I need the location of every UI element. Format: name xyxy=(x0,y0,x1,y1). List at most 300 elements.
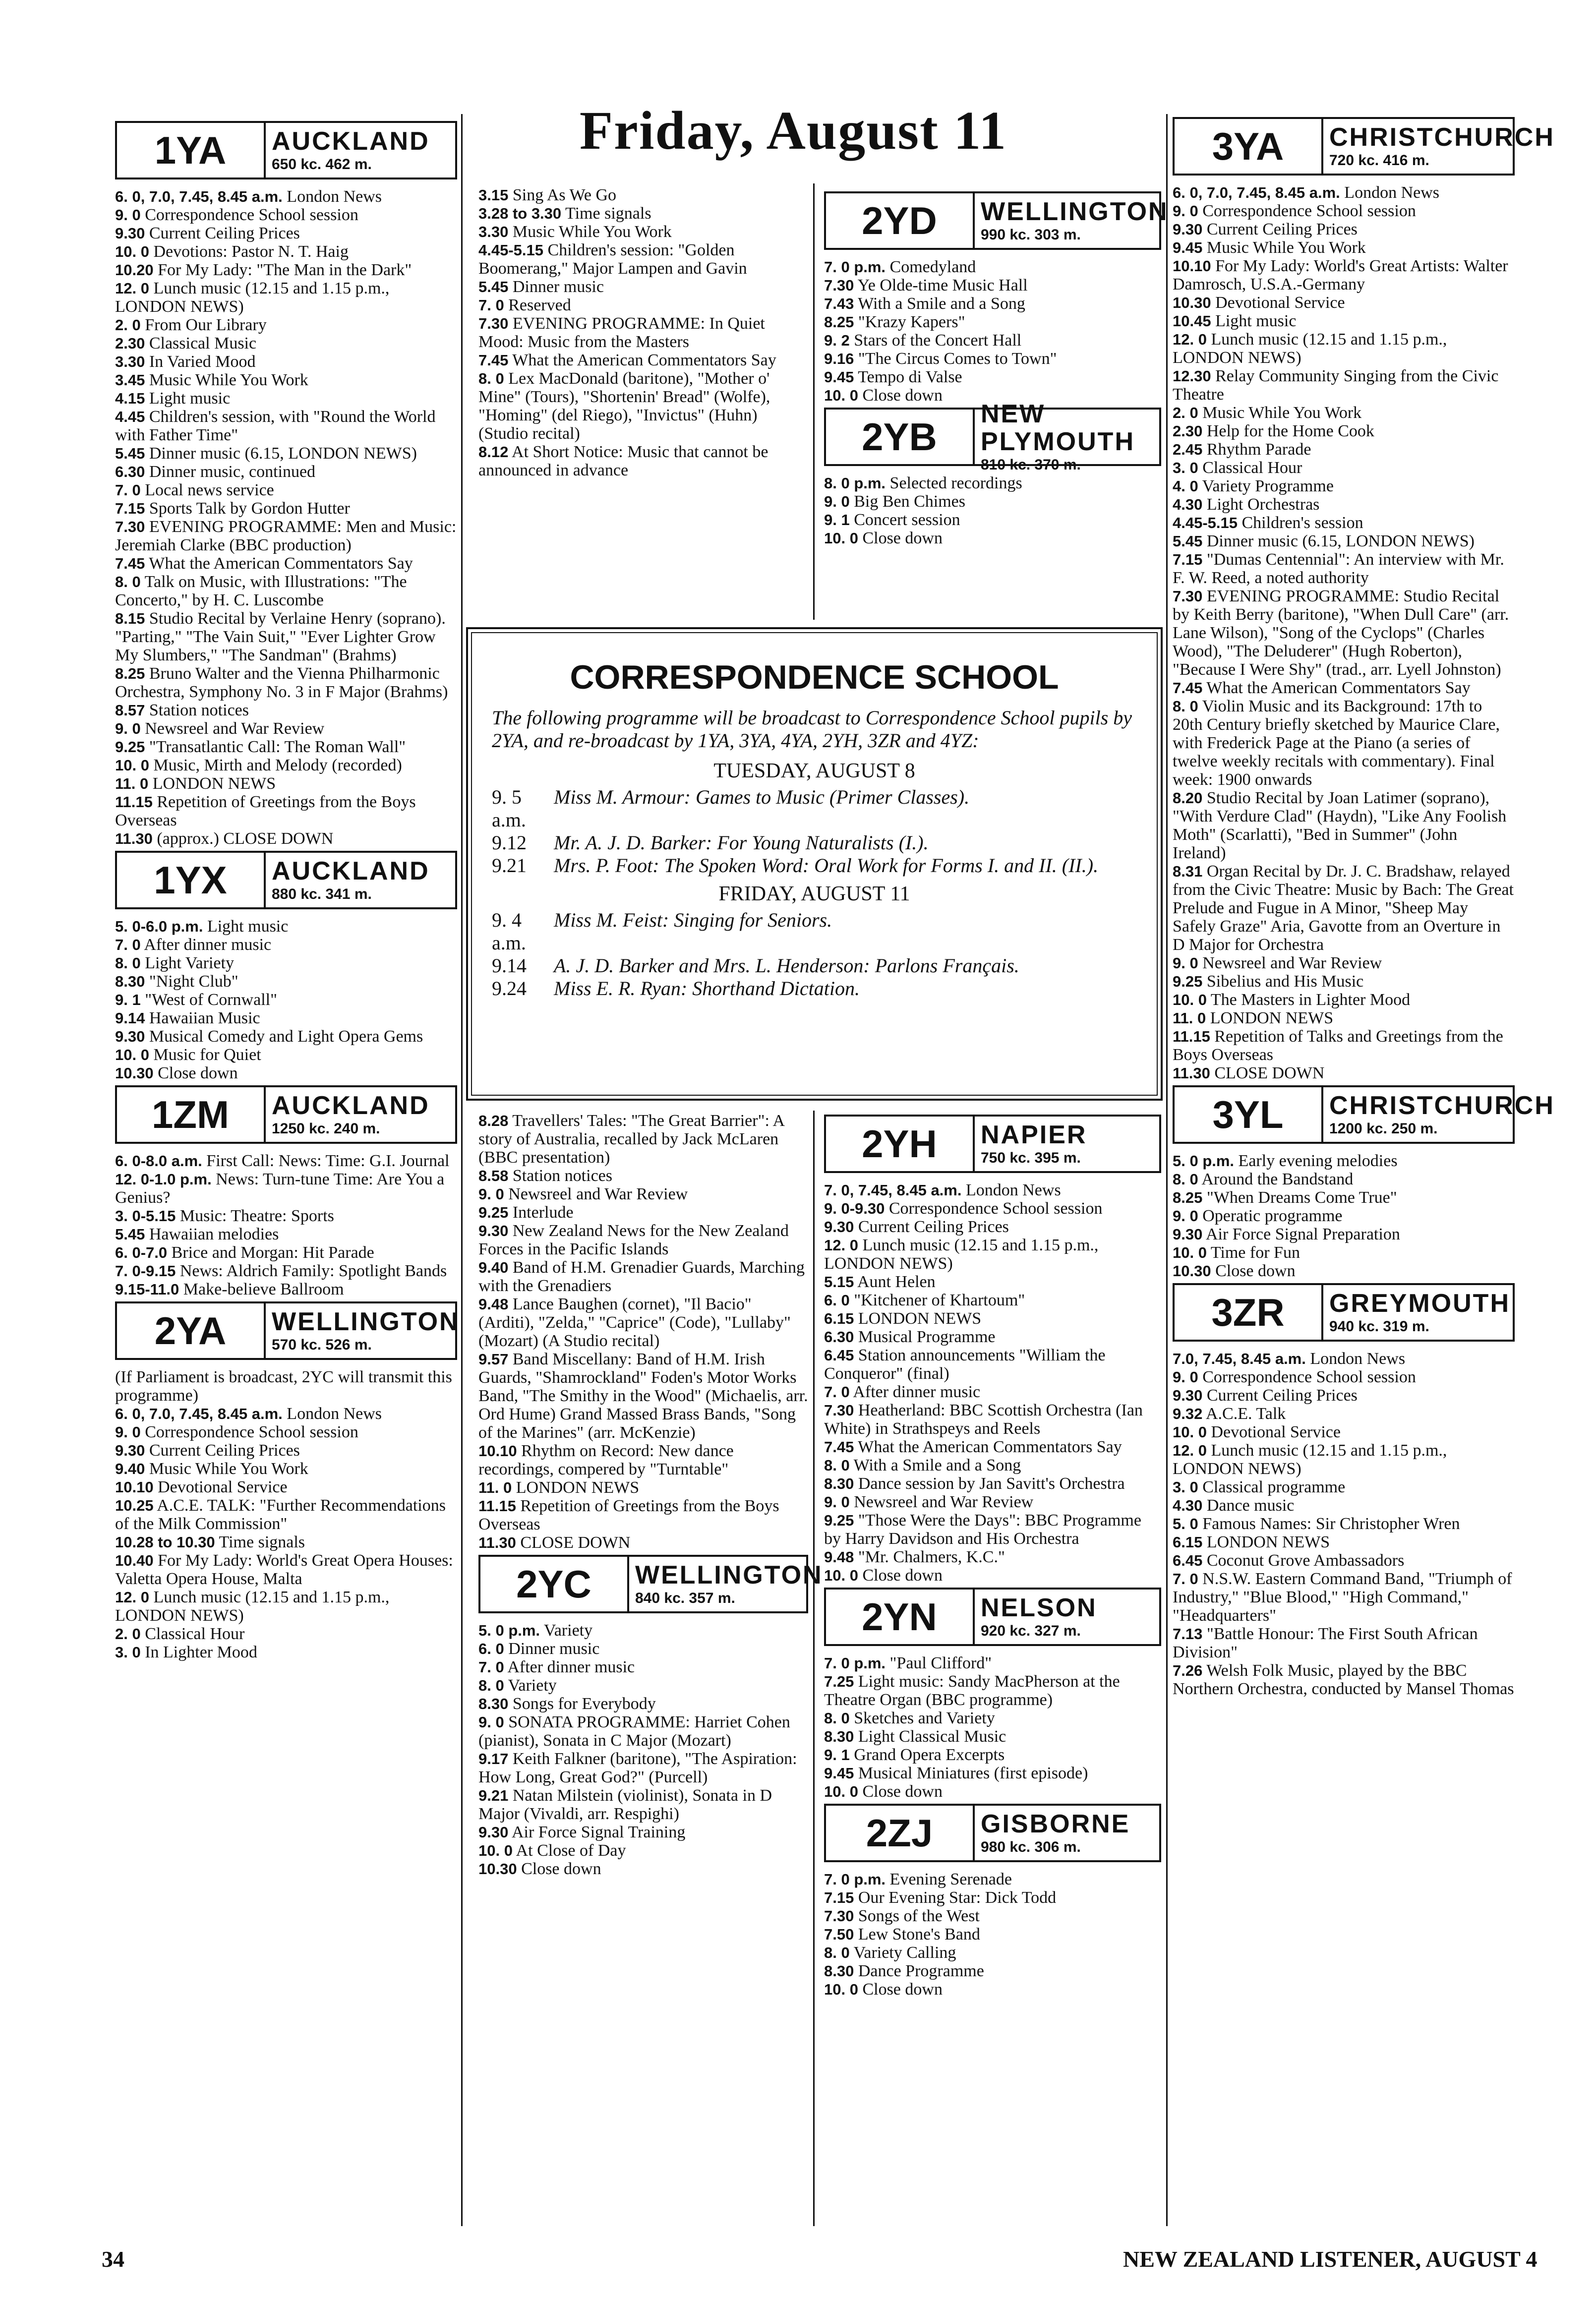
programme-time: 3. 0 xyxy=(1173,459,1198,476)
station-box xyxy=(1173,1283,1515,1342)
programme-title: Newsreel and War Review xyxy=(140,719,325,738)
programme-title: (approx.) CLOSE DOWN xyxy=(152,829,334,848)
programme-entry xyxy=(478,1841,808,1860)
programme-time: 10.10 xyxy=(478,1442,517,1460)
station-call-sign: 2YA xyxy=(117,1303,266,1358)
programme-entry xyxy=(1173,1368,1515,1386)
programme-title: After dinner music xyxy=(140,936,272,954)
programme-time: 2.45 xyxy=(1173,441,1203,458)
programme-title: Devotions: Pastor N. T. Haig xyxy=(149,242,349,261)
programme-entry xyxy=(115,1243,457,1262)
programme-entry xyxy=(115,954,457,972)
programme-entry xyxy=(1173,459,1515,477)
programme-entry xyxy=(824,492,1161,511)
correspondence-description: Miss E. R. Ryan: Shorthand Dictation. xyxy=(554,977,860,1000)
station-frequency: 980 kc. 306 m. xyxy=(981,1838,1081,1855)
column-rule xyxy=(1166,114,1168,2226)
programme-entry xyxy=(1173,257,1515,294)
programme-title: From Our Library xyxy=(140,316,267,334)
programme-entry xyxy=(115,1064,457,1082)
programme-entry xyxy=(1173,367,1515,404)
programme-entry xyxy=(1173,1188,1515,1207)
station-frequency: 810 kc. 370 m. xyxy=(981,456,1081,473)
programme-entry xyxy=(824,1980,1161,1999)
programme-title: Correspondence School session xyxy=(885,1199,1103,1218)
programme-time: 9.14 xyxy=(115,1009,145,1027)
programme-time: 9.30 xyxy=(1173,1387,1203,1404)
programme-time: 8.25 xyxy=(1173,1189,1203,1206)
programme-title: Close down xyxy=(153,1064,238,1082)
programme-entry xyxy=(824,1309,1161,1328)
station-info xyxy=(266,853,455,907)
station-info xyxy=(1323,1285,1513,1340)
programme-entry xyxy=(478,1222,808,1258)
correspondence-item xyxy=(492,977,1137,1000)
programme-entry xyxy=(115,991,457,1009)
programme-title: Light music: Sandy MacPherson at the Theatre Organ (BBC programme) xyxy=(824,1672,1120,1709)
programme-time: 7.45 xyxy=(1173,679,1203,697)
programme-entry xyxy=(115,242,457,261)
programme-title: Welsh Folk Music, played by the BBC Northern Orchestra, conducted by Mansel Thomas xyxy=(1173,1661,1514,1698)
programme-time: 8. 0 p.m. xyxy=(824,474,886,492)
programme-title: Relay Community Singing from the Civic Theatre xyxy=(1173,367,1499,404)
programme-title: Current Ceiling Prices xyxy=(145,1441,300,1460)
programme-entry xyxy=(115,518,457,554)
programme-title: London News xyxy=(961,1181,1061,1199)
station-frequency: 840 kc. 357 m. xyxy=(635,1590,735,1606)
programme-title: Evening Serenade xyxy=(886,1870,1012,1888)
programme-entry xyxy=(1173,238,1515,257)
programme-time: 8.12 xyxy=(478,443,509,461)
programme-entry xyxy=(1173,1152,1515,1170)
station-city: CHRISTCHURCH xyxy=(1329,122,1555,152)
programme-title: What the American Commentators Say xyxy=(145,554,413,573)
programme-title: SONATA PROGRAMME: Harriet Cohen (pianist), Sonata in C Major (Mozart) xyxy=(478,1713,790,1750)
programme-title: Music, Mirth and Melody (recorded) xyxy=(149,756,402,774)
programme-title: "Those Were the Days": BBC Programme by Harry Davidson and His Orchestra xyxy=(824,1511,1141,1548)
station-info xyxy=(266,1087,455,1142)
programme-time: 7.30 xyxy=(824,1402,854,1419)
programme-time: 9. 0 xyxy=(824,1493,850,1511)
programme-time: 4.45-5.15 xyxy=(478,241,543,259)
programme-time: 9.15-11.0 xyxy=(115,1281,179,1298)
programme-entry xyxy=(478,1621,808,1640)
programme-time: 7. 0-9.15 xyxy=(115,1262,176,1280)
programme-time: 6. 0-7.0 xyxy=(115,1244,168,1261)
programme-entry xyxy=(115,972,457,991)
station-frequency: 720 kc. 416 m. xyxy=(1329,152,1429,169)
programme-time: 10.25 xyxy=(115,1497,154,1514)
programme-entry xyxy=(478,1185,808,1203)
programme-time: 4. 0 xyxy=(1173,477,1198,495)
programme-entry xyxy=(824,1474,1161,1493)
programme-title: Current Ceiling Prices xyxy=(854,1218,1009,1236)
programme-title: "Night Club" xyxy=(145,972,238,991)
programme-entry xyxy=(824,331,1161,350)
programme-entry xyxy=(115,389,457,408)
programme-title: The Masters in Lighter Mood xyxy=(1206,991,1411,1009)
programme-time: 9. 0 xyxy=(478,1713,504,1731)
programme-time: 6. 0-8.0 a.m. xyxy=(115,1152,202,1170)
programme-time: 11.30 xyxy=(1173,1064,1210,1082)
programme-entry xyxy=(824,1888,1161,1907)
programme-time: 9. 0 xyxy=(1173,202,1198,220)
programme-entry xyxy=(115,1551,457,1588)
station-call-sign: 3YL xyxy=(1175,1087,1323,1142)
programme-title: Tempo di Valse xyxy=(854,368,962,386)
correspondence-day: FRIDAY, AUGUST 11 xyxy=(718,883,910,905)
programme-title: LONDON NEWS xyxy=(1206,1009,1334,1027)
programme-title: Dinner music xyxy=(508,278,604,296)
programme-entry xyxy=(824,1328,1161,1346)
programme-time: 9.30 xyxy=(824,1218,854,1236)
programme-time: 9.16 xyxy=(824,350,854,367)
column-rule xyxy=(461,114,463,2226)
programme-title: Lex MacDonald (baritone), "Mother o' Mine" (Tours), "Shortenin' Bread" (Wolfe), "Homing" (del Riego), "Invictus" (Huhn) (Studio recital) xyxy=(478,369,770,443)
programme-title: Close down xyxy=(858,1566,943,1585)
station-info xyxy=(975,1117,1159,1171)
programme-entry xyxy=(1173,312,1515,330)
programme-time: 7.43 xyxy=(824,295,854,312)
programme-time: 9. 0 xyxy=(1173,954,1198,972)
programme-title: CLOSE DOWN xyxy=(516,1533,631,1552)
programme-entry xyxy=(115,1170,457,1207)
programme-time: 7.13 xyxy=(1173,1625,1203,1643)
programme-time: 5.45 xyxy=(115,445,145,462)
programme-time: 11.30 xyxy=(478,1534,516,1551)
programme-entry xyxy=(1173,862,1515,954)
programme-entry xyxy=(115,1460,457,1478)
programme-time: 5.15 xyxy=(824,1273,854,1291)
programme-time: 9. 0 xyxy=(1173,1207,1198,1225)
programme-title: Current Ceiling Prices xyxy=(145,224,300,242)
programme-time: 9.25 xyxy=(478,1204,509,1221)
programme-entry xyxy=(824,1925,1161,1944)
programme-entry xyxy=(1173,1386,1515,1405)
programme-title: News: Turn-tune Time: Are You a Genius? xyxy=(115,1170,445,1207)
programme-time: 3. 0-5.15 xyxy=(115,1207,176,1225)
correspondence-list xyxy=(492,786,1137,877)
station-box xyxy=(824,1588,1161,1646)
programme-time: 7. 0 xyxy=(115,481,141,499)
programme-time: 8.15 xyxy=(115,610,145,627)
programme-title: First Call: News: Time: G.I. Journal xyxy=(202,1152,450,1170)
programme-title: "Paul Clifford" xyxy=(886,1654,992,1672)
programme-entry xyxy=(115,444,457,463)
station-box xyxy=(824,1115,1161,1173)
programme-entry xyxy=(115,1405,457,1423)
programme-time: 8.31 xyxy=(1173,863,1203,880)
programme-title: Coconut Grove Ambassadors xyxy=(1202,1551,1405,1570)
programme-time: 2. 0 xyxy=(115,316,141,334)
programme-time: 6.45 xyxy=(824,1347,854,1364)
programme-time: 2.30 xyxy=(115,335,145,352)
programme-title: Operatic programme xyxy=(1198,1207,1343,1225)
programme-time: 7. 0 p.m. xyxy=(824,258,886,276)
programme-entry xyxy=(824,1511,1161,1548)
programme-title: EVENING PROGRAMME: In Quiet Mood: Music from the Masters xyxy=(478,314,765,351)
programme-entry xyxy=(115,719,457,738)
programme-entry xyxy=(1173,587,1515,679)
programme-title: Band Miscellany: Band of H.M. Irish Guards, "Shamrockland" Foden's Motor Works Band, "The Smithy in the Wood" (Michaelis, arr. Ord Hume) Grand Massed Brass Bands, "Song of the Marines" (arr. McKenzie) xyxy=(478,1350,808,1442)
station-info xyxy=(1323,119,1555,174)
programme-time: 10.40 xyxy=(115,1552,154,1569)
station-city: NELSON xyxy=(981,1593,1097,1622)
correspondence-description: Mrs. P. Foot: The Spoken Word: Oral Work for Forms I. and II. (II.). xyxy=(554,854,1099,877)
programme-time: 9. 0 xyxy=(115,1423,141,1441)
programme-entry xyxy=(824,1944,1161,1962)
programme-time: 7.45 xyxy=(478,352,509,369)
programme-entry xyxy=(824,258,1161,276)
station-info xyxy=(266,1303,460,1358)
programme-entry xyxy=(115,738,457,756)
programme-entry xyxy=(1173,183,1515,202)
programme-entry xyxy=(1173,514,1515,532)
programme-time: 7.15 xyxy=(1173,551,1203,568)
page-title: Friday, August 11 xyxy=(579,100,1007,161)
station-call-sign: 3ZR xyxy=(1175,1285,1323,1340)
programme-time: 6.30 xyxy=(824,1328,854,1346)
programme-entry xyxy=(824,1672,1161,1709)
programme-entry xyxy=(478,1533,808,1552)
programme-time: 4.30 xyxy=(1173,496,1203,513)
programme-title: Studio Recital by Verlaine Henry (soprano). "Parting," "The Vain Suit," "Ever Lighter Grow My Slumbers," "The Sandman" (Brahms) xyxy=(115,609,446,664)
correspondence-item xyxy=(492,854,1137,877)
programme-entry xyxy=(115,1643,457,1661)
programme-title: What the American Commentators Say xyxy=(508,351,776,369)
programme-time: 8.58 xyxy=(478,1167,509,1184)
programme-title: LONDON NEWS xyxy=(1202,1533,1330,1551)
programme-title: Close down xyxy=(858,1782,943,1801)
programme-time: 9.30 xyxy=(115,1442,145,1459)
programme-title: Talk on Music, with Illustrations: "The Concerto," by H. C. Luscombe xyxy=(115,573,407,609)
correspondence-intro: The following programme will be broadcast to Correspondence School pupils by 2YA, and re-broadcast by 1YA, 3YA, 4YA, 2YH, 3ZR and 4YZ: xyxy=(492,707,1132,752)
programme-title: Dinner music (6.15, LONDON NEWS) xyxy=(145,444,417,463)
programme-time: 4.15 xyxy=(115,390,145,407)
programme-time: 12. 0 xyxy=(824,1237,858,1254)
programme-title: Travellers' Tales: "The Great Barrier": A story of Australia, recalled by Jack McLaren (BBC presentation) xyxy=(478,1112,784,1167)
programme-title: Hawaiian melodies xyxy=(145,1225,279,1243)
programme-title: Time signals xyxy=(561,204,651,223)
programme-entry xyxy=(1173,1496,1515,1515)
programme-entry xyxy=(115,1625,457,1643)
programme-title: Time signals xyxy=(215,1533,305,1551)
programme-title: Brice and Morgan: Hit Parade xyxy=(167,1243,374,1262)
programme-time: 8. 0 xyxy=(824,1944,850,1961)
programme-title: Heatherland: BBC Scottish Orchestra (Ian White) in Strathspeys and Reels xyxy=(824,1401,1143,1438)
programme-entry xyxy=(824,1273,1161,1291)
programme-title: Variety xyxy=(540,1621,593,1640)
correspondence-item xyxy=(492,831,1137,854)
programme-entry xyxy=(478,1167,808,1185)
programme-title: After dinner music xyxy=(849,1383,981,1401)
programme-title: Lunch music (12.15 and 1.15 p.m., LONDON NEWS) xyxy=(1173,330,1447,367)
programme-entry xyxy=(1173,1243,1515,1262)
station-city: WELLINGTON xyxy=(635,1560,823,1590)
programme-time: 9. 1 xyxy=(824,511,850,529)
programme-time: 6. 0 xyxy=(478,1640,504,1657)
programme-entry xyxy=(824,1438,1161,1456)
programme-title: Grand Opera Excerpts xyxy=(849,1746,1005,1764)
programme-entry xyxy=(824,1907,1161,1925)
programme-entry xyxy=(1173,1570,1515,1625)
correspondence-description: Miss M. Armour: Games to Music (Primer Classes). xyxy=(554,786,970,808)
programme-entry xyxy=(115,829,457,848)
programme-entry xyxy=(115,917,457,936)
correspondence-description: Mr. A. J. D. Barker: For Young Naturalists (I.). xyxy=(554,831,929,854)
programme-time: 8.30 xyxy=(824,1728,854,1745)
programme-title: Children's session, with "Round the World with Father Time" xyxy=(115,408,436,444)
programme-time: 9. 0 xyxy=(824,493,850,510)
programme-title: In Lighter Mood xyxy=(140,1643,257,1661)
programme-time: 7.15 xyxy=(115,500,145,517)
programme-time: 11.15 xyxy=(115,793,153,811)
programme-entry xyxy=(115,1478,457,1496)
station-call-sign: 1YX xyxy=(117,853,266,907)
programme-title: Air Force Signal Training xyxy=(508,1823,686,1841)
programme-entry xyxy=(1173,202,1515,220)
station-info xyxy=(266,123,455,177)
programme-title: For My Lady: World's Great Artists: Walter Damrosch, U.S.A.-Germany xyxy=(1173,257,1508,294)
programme-time: 10.30 xyxy=(1173,1262,1211,1280)
programme-entry xyxy=(1173,330,1515,367)
programme-title: Dinner music xyxy=(504,1640,600,1658)
programme-title: Repetition of Greetings from the Boys Overseas xyxy=(115,793,416,829)
programme-entry xyxy=(824,1493,1161,1511)
programme-entry xyxy=(824,1654,1161,1672)
programme-title: "Dumas Centennial": An interview with Mr. F. W. Reed, a noted authority xyxy=(1173,550,1504,587)
station-city: AUCKLAND xyxy=(272,126,430,156)
programme-title: Station announcements "William the Conqueror" (final) xyxy=(824,1346,1106,1383)
programme-title: Light Orchestras xyxy=(1202,495,1320,514)
programme-time: 3.28 to 3.30 xyxy=(478,205,562,222)
programme-time: 10. 0 xyxy=(478,1842,513,1859)
station-box xyxy=(824,191,1169,250)
programme-entry xyxy=(824,1346,1161,1383)
programme-time: 11.15 xyxy=(1173,1028,1210,1045)
station-box xyxy=(478,1555,823,1613)
programme-entry xyxy=(478,1295,808,1350)
column-2-bottom xyxy=(478,1112,823,1878)
programme-title: Devotional Service xyxy=(153,1478,288,1496)
programme-entry xyxy=(1173,550,1515,587)
programme-title: Band of H.M. Grenadier Guards, Marching with the Grenadiers xyxy=(478,1258,805,1295)
column-1 xyxy=(115,118,460,1661)
programme-title: "Krazy Kapers" xyxy=(854,313,965,331)
correspondence-list xyxy=(492,909,1137,1000)
programme-time: 7.45 xyxy=(824,1438,854,1456)
programme-title: Hawaiian Music xyxy=(145,1009,260,1027)
programme-entry xyxy=(115,1009,457,1027)
programme-title: Songs of the West xyxy=(854,1907,980,1925)
programme-entry xyxy=(115,936,457,954)
programme-entry xyxy=(478,1750,808,1786)
programme-title: "West of Cornwall" xyxy=(140,991,277,1009)
programme-title: Lunch music (12.15 and 1.15 p.m., LONDON NEWS) xyxy=(115,1588,390,1625)
programme-title: London News xyxy=(282,187,382,206)
programme-time: 8.30 xyxy=(115,973,145,990)
programme-title: Musical Comedy and Light Opera Gems xyxy=(145,1027,423,1046)
programme-title: Light Variety xyxy=(140,954,234,972)
programme-title: Correspondence School session xyxy=(1198,1368,1416,1386)
programme-entry xyxy=(1173,954,1515,972)
station-call-sign: 2YB xyxy=(826,410,975,464)
programme-title: CLOSE DOWN xyxy=(1210,1064,1325,1082)
programme-time: 6.15 xyxy=(824,1310,854,1327)
programme-title: Local news service xyxy=(140,481,274,499)
station-call-sign: 2YH xyxy=(826,1117,975,1171)
programme-time: 7.15 xyxy=(824,1889,854,1906)
programme-entry xyxy=(1173,477,1515,495)
programme-title: LONDON NEWS xyxy=(854,1309,982,1328)
programme-time: 6. 0, 7.0, 7.45, 8.45 a.m. xyxy=(115,188,283,205)
programme-time: 6. 0, 7.0, 7.45, 8.45 a.m. xyxy=(115,1405,283,1422)
station-city: GREYMOUTH xyxy=(1329,1289,1510,1318)
programme-time: 4.45 xyxy=(115,408,145,425)
programme-title: Newsreel and War Review xyxy=(849,1493,1034,1511)
programme-entry xyxy=(824,1746,1161,1764)
programme-time: 9. 0 xyxy=(115,206,141,224)
programme-entry xyxy=(1173,972,1515,991)
programme-entry xyxy=(478,1442,808,1478)
programme-title: What the American Commentators Say xyxy=(854,1438,1122,1456)
programme-title: Lance Baughen (cornet), "Il Bacio" (Arditi), "Zelda," "Caprice" (Code), "Lullaby" (Mozart) (A Studio recital) xyxy=(478,1295,791,1350)
programme-time: 7. 0 p.m. xyxy=(824,1871,886,1888)
programme-entry xyxy=(1173,679,1515,697)
programme-entry xyxy=(824,1727,1161,1746)
programme-title: In Varied Mood xyxy=(145,353,256,371)
programme-entry xyxy=(478,1258,808,1295)
programme-entry xyxy=(478,1350,808,1442)
programme-title: Studio Recital by Joan Latimer (soprano), "With Verdure Clad" (Haydn), "Like Any Foolish Moth" (Scarlatti), "Bed in Summer" (John Ireland) xyxy=(1173,789,1507,862)
programme-title: Variety Calling xyxy=(849,1944,956,1962)
programme-title: Classical Music xyxy=(145,334,257,353)
programme-title: A.C.E. Talk xyxy=(1202,1405,1286,1423)
programme-title: "Kitchener of Khartoum" xyxy=(849,1291,1025,1309)
programme-entry xyxy=(115,463,457,481)
programme-entry xyxy=(478,1478,808,1497)
programme-title: Repetition of Greetings from the Boys Overseas xyxy=(478,1497,779,1533)
programme-time: 8. 0 xyxy=(478,1677,504,1694)
programme-entry xyxy=(1173,1515,1515,1533)
programme-time: 10.30 xyxy=(1173,294,1211,311)
programme-title: Newsreel and War Review xyxy=(1198,954,1382,972)
programme-title: N.S.W. Eastern Command Band, "Triumph of Industry," "Blue Blood," "High Command," "Headquarters" xyxy=(1173,1570,1512,1625)
station-city: CHRISTCHURCH xyxy=(1329,1091,1555,1120)
programme-time: 5. 0 xyxy=(1173,1515,1198,1532)
programme-time: 9.17 xyxy=(478,1750,509,1768)
station-frequency: 1250 kc. 240 m. xyxy=(272,1120,380,1137)
programme-title: LONDON NEWS xyxy=(148,774,276,793)
programme-time: 8.25 xyxy=(824,313,854,331)
programme-title: Children's session xyxy=(1238,514,1363,532)
programme-time: 8.25 xyxy=(115,665,145,682)
programme-time: 3.45 xyxy=(115,371,145,389)
programme-title: Dance Programme xyxy=(854,1962,984,1980)
programme-entry xyxy=(1173,1009,1515,1027)
programme-entry xyxy=(1173,1441,1515,1478)
programme-title: LONDON NEWS xyxy=(512,1478,640,1497)
programme-entry xyxy=(115,187,457,206)
programme-entry xyxy=(478,1676,808,1695)
programme-time: 9.25 xyxy=(115,738,145,756)
programme-time: 7.30 xyxy=(478,315,509,332)
programme-title: Close down xyxy=(858,386,943,405)
correspondence-title: CORRESPONDENCE SCHOOL xyxy=(570,658,1059,696)
station-frequency: 990 kc. 303 m. xyxy=(981,226,1081,243)
programme-title: Music While You Work xyxy=(1198,404,1362,422)
programme-entry xyxy=(824,1291,1161,1309)
